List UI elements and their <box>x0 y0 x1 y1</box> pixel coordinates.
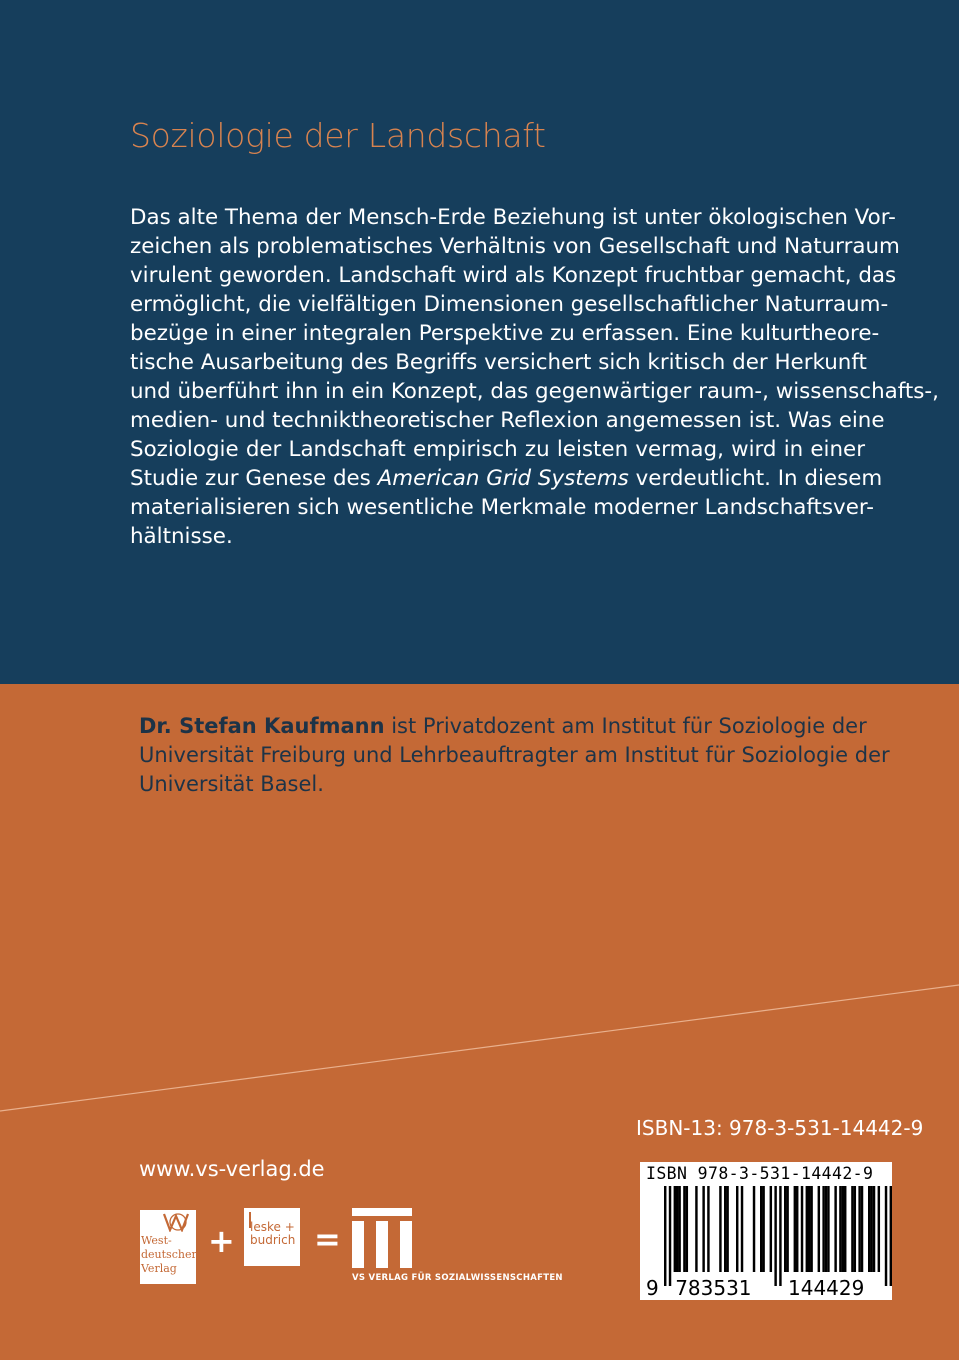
blurb-line: Soziologie der Landschaft empirisch zu leisten vermag, wird in einer <box>130 437 865 462</box>
author-line <box>139 712 884 741</box>
barcode-bar <box>834 1186 836 1272</box>
barcode-bar <box>839 1186 841 1272</box>
barcode-guard-bar <box>885 1186 887 1286</box>
barcode-bar <box>786 1186 788 1272</box>
blurb-line <box>130 464 883 493</box>
barcode-bar <box>878 1186 880 1272</box>
barcode-bar <box>683 1186 685 1272</box>
barcode-bar <box>854 1186 856 1272</box>
barcode-bar <box>719 1186 721 1272</box>
barcode-bar <box>806 1186 808 1272</box>
blurb-line: ermöglicht, die vielfältigen Dimensionen gesellschaftlicher Naturraum- <box>130 292 889 317</box>
vs-logo-column <box>376 1221 388 1268</box>
plus-sign: + <box>208 1222 235 1260</box>
barcode-bar <box>827 1186 829 1272</box>
leske-budrich-logo-text: leske + budrich <box>250 1220 296 1247</box>
blurb-line: Das alte Thema der Mensch-Erde Beziehung ist unter ökologischen Vor- <box>130 205 896 230</box>
website-link[interactable]: www.vs-verlag.de <box>139 1157 325 1181</box>
author-bio <box>139 712 890 799</box>
blurb-line: zeichen als problematisches Verhältnis von Gesellschaft und Naturraum <box>130 234 900 259</box>
blurb-line: virulent geworden. Landschaft wird als Konzept fruchtbar gemacht, das <box>130 263 897 288</box>
barcode-bar <box>741 1186 743 1272</box>
blurb-line: tische Ausarbeitung des Begriffs versichert sich kritisch der Herkunft <box>130 350 867 375</box>
blurb-text <box>130 203 939 551</box>
leske-budrich-logo <box>244 1208 300 1266</box>
barcode-bar <box>726 1186 728 1272</box>
blurb-italic-term: American Grid Systems <box>377 466 629 491</box>
barcode-bar <box>678 1186 680 1272</box>
barcode-left-digits: 783531 <box>675 1276 752 1300</box>
barcode-first-digit: 9 <box>646 1276 659 1300</box>
isbn-label: ISBN-13: 978-3-531-14442-9 <box>636 1116 924 1140</box>
barcode-bar <box>870 1186 872 1272</box>
blurb-line: bezüge in einer integralen Perspektive zu erfassen. Eine kulturtheore- <box>130 321 880 346</box>
author-line: Universität Basel. <box>139 772 324 796</box>
barcode <box>640 1162 892 1300</box>
blurb-line: materialisieren sich wesentliche Merkmale moderner Landschaftsver- <box>130 495 875 520</box>
barcode-bar <box>770 1186 772 1272</box>
barcode-bar <box>702 1186 704 1272</box>
barcode-bar <box>808 1186 810 1272</box>
vs-verlag-logo-icon <box>352 1208 414 1268</box>
author-name: Dr. Stefan Kaufmann <box>139 714 385 738</box>
barcode-bar <box>762 1186 764 1272</box>
barcode-bar <box>686 1186 688 1272</box>
vs-logo-column <box>400 1221 412 1268</box>
barcode-bar <box>822 1186 824 1272</box>
vs-verlag-text: VS VERLAG FÜR SOZIALWISSENSCHAFTEN <box>352 1273 563 1283</box>
barcode-bar <box>873 1186 875 1272</box>
barcode-bar <box>753 1186 755 1272</box>
barcode-bar <box>676 1186 678 1272</box>
barcode-bar <box>736 1186 738 1272</box>
barcode-guard-bar <box>774 1186 776 1286</box>
barcode-bar <box>818 1186 820 1272</box>
barcode-right-digits: 144429 <box>788 1276 865 1300</box>
barcode-isbn-text: ISBN 978-3-531-14442-9 <box>646 1164 874 1183</box>
barcode-bar <box>784 1186 786 1272</box>
vs-logo-cap <box>352 1208 412 1216</box>
barcode-bar <box>801 1186 803 1272</box>
westdeutscher-emblem-icon <box>162 1212 194 1232</box>
barcode-bar <box>796 1186 798 1272</box>
barcode-bar <box>861 1186 863 1272</box>
barcode-bar <box>794 1186 796 1272</box>
author-text: ist Privatdozent am Institut für Soziologie der <box>384 714 867 738</box>
westdeutscher-logo-text: West- deutscher Verlag <box>141 1234 197 1275</box>
blurb-text-segment: Studie zur Genese des <box>130 466 378 491</box>
barcode-bar <box>868 1186 870 1272</box>
barcode-bar <box>707 1186 709 1272</box>
barcode-bar <box>851 1186 853 1272</box>
barcode-bar <box>825 1186 827 1272</box>
blurb-line: und überführt ihn in ein Konzept, das gegenwärtiger raum-, wissenschafts-, <box>130 379 939 404</box>
author-line: Universität Freiburg und Lehrbeauftragter am Institut für Soziologie der <box>139 743 890 767</box>
westdeutscher-verlag-logo <box>140 1210 196 1284</box>
book-title: Soziologie der Landschaft <box>130 116 546 155</box>
barcode-guard-bar <box>890 1186 892 1286</box>
barcode-bar <box>760 1186 762 1272</box>
vs-logo-column <box>352 1221 364 1268</box>
barcode-bar <box>844 1186 846 1272</box>
blurb-line: hältnisse. <box>130 524 233 549</box>
barcode-guard-bar <box>669 1186 671 1286</box>
barcode-bar <box>724 1186 726 1272</box>
barcode-bar <box>810 1186 812 1272</box>
equals-sign: = <box>314 1220 341 1258</box>
blurb-line: medien- und techniktheoretischer Reflexion angemessen ist. Was eine <box>130 408 885 433</box>
barcode-bar <box>858 1186 860 1272</box>
blurb-text-segment: verdeutlicht. In diesem <box>628 466 883 491</box>
barcode-bar <box>695 1186 697 1272</box>
barcode-bar <box>842 1186 844 1272</box>
barcode-guard-bar <box>664 1186 666 1286</box>
barcode-bar <box>674 1186 676 1272</box>
barcode-guard-bar <box>779 1186 781 1286</box>
